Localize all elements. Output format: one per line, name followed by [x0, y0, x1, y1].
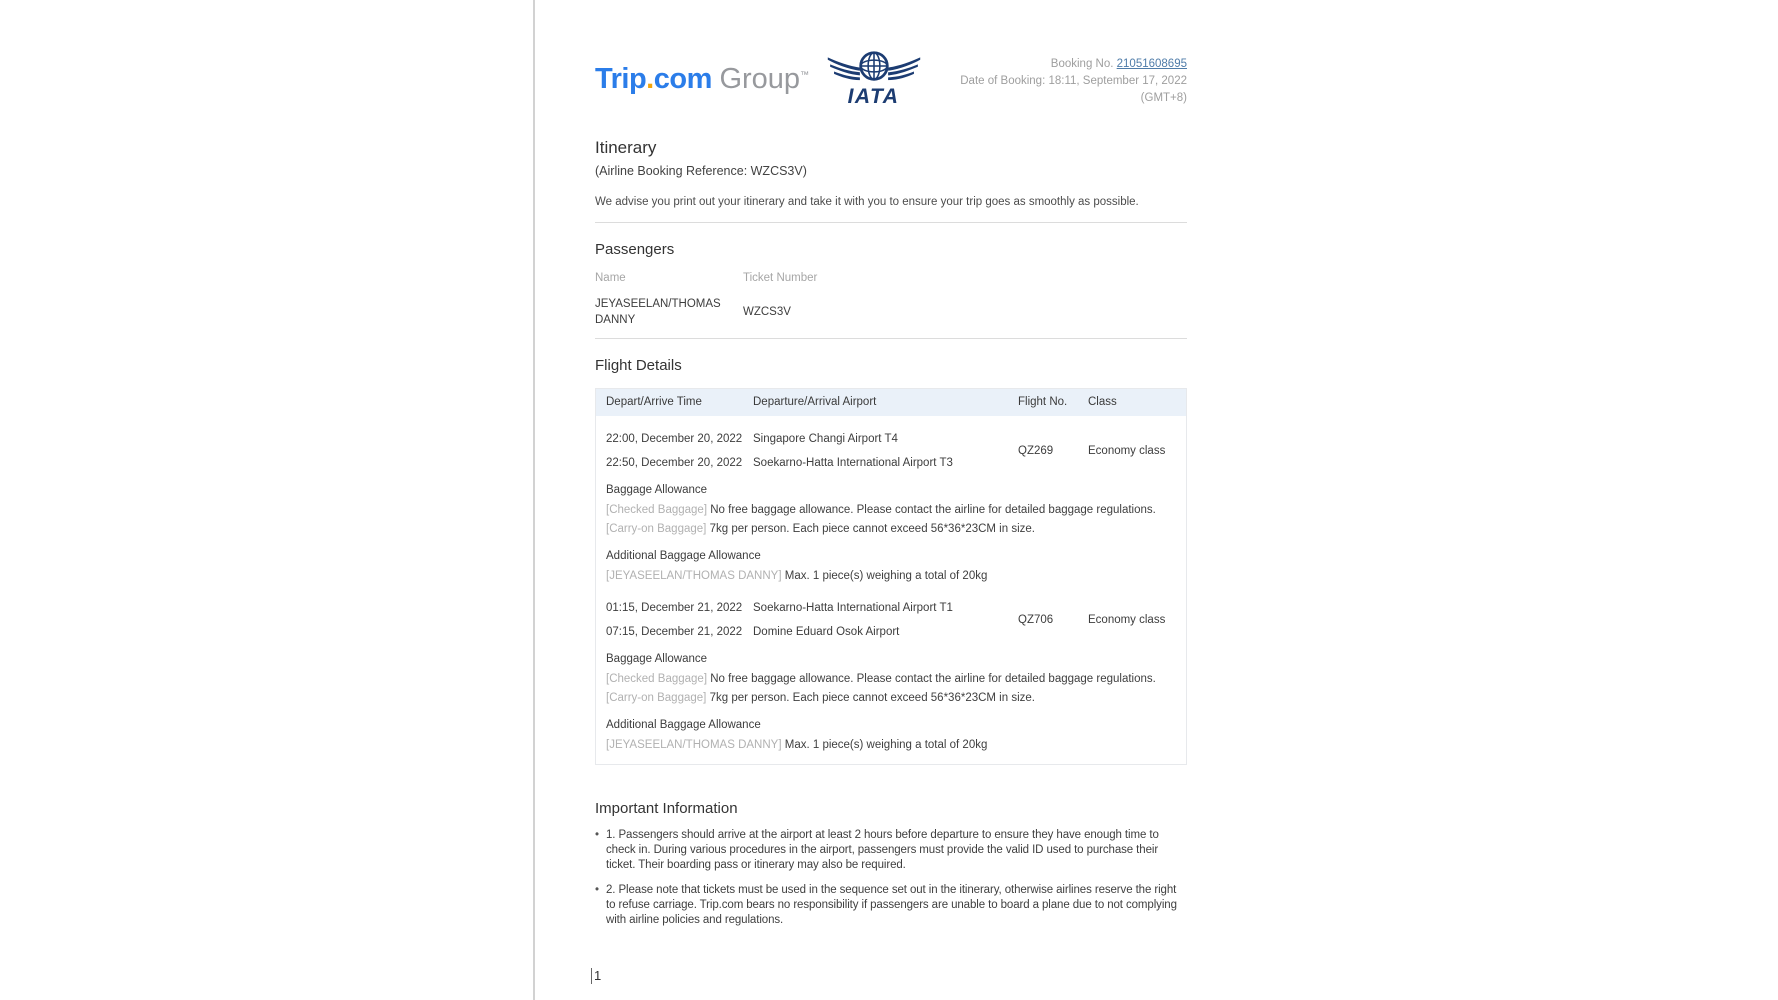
important-information-list	[595, 828, 1177, 928]
checked-baggage-label: [Checked Baggage]	[606, 673, 708, 685]
iata-logo	[827, 47, 921, 109]
date-of-booking: Date of Booking: 18:11, September 17, 2022 (GMT+8)	[960, 75, 1187, 104]
section-divider	[595, 222, 1187, 223]
iata-wings-globe-icon	[827, 47, 921, 85]
segment-times	[606, 600, 753, 641]
tripcom-group-logo	[595, 63, 809, 96]
important-information-heading: Important Information	[595, 800, 738, 817]
logo-group-word: Group	[719, 62, 801, 95]
flight-number: QZ269	[1018, 445, 1054, 457]
col-class: Class	[1088, 396, 1117, 408]
additional-baggage-heading: Additional Baggage Allowance	[606, 719, 761, 731]
col-departure-arrival-airport: Departure/Arrival Airport	[753, 396, 877, 408]
booking-no-label: Booking No.	[1050, 58, 1114, 70]
booking-no-link[interactable]: 21051608695	[1116, 58, 1187, 70]
passenger-column-headers	[595, 271, 1187, 286]
ticket-column-header: Ticket Number	[743, 272, 818, 284]
page-title: Itinerary	[595, 138, 657, 157]
itinerary-document	[595, 0, 1187, 1000]
flight-details-table	[595, 388, 1187, 765]
col-flight-no: Flight No.	[1018, 396, 1068, 408]
passenger-row	[595, 296, 1187, 328]
carryon-baggage-text: 7kg per person. Each piece cannot exceed 56*36*23CM in size.	[709, 692, 1035, 704]
ticket-number: WZCS3V	[743, 306, 791, 318]
carryon-baggage-line	[606, 690, 1176, 707]
checked-baggage-line	[606, 671, 1176, 688]
advice-text: We advise you print out your itinerary and take it with you to ensure your trip goes as smoothly as possible.	[595, 196, 1139, 208]
baggage-allowance-block	[596, 651, 1186, 754]
col-depart-arrive-time: Depart/Arrive Time	[606, 396, 702, 408]
arrive-time: 07:15, December 21, 2022	[606, 626, 743, 638]
additional-baggage-passenger-label: [JEYASEELAN/THOMAS DANNY]	[606, 570, 782, 582]
additional-baggage-line	[606, 568, 1176, 585]
additional-baggage-text: Max. 1 piece(s) weighing a total of 20kg	[784, 739, 988, 751]
depart-time: 22:00, December 20, 2022	[606, 433, 743, 445]
segment-airports	[753, 600, 1018, 641]
additional-baggage-passenger-label: [JEYASEELAN/THOMAS DANNY]	[606, 739, 782, 751]
carryon-baggage-text: 7kg per person. Each piece cannot exceed 56*36*23CM in size.	[709, 523, 1035, 535]
passengers-heading: Passengers	[595, 241, 675, 258]
passenger-name: JEYASEELAN/THOMAS DANNY	[595, 298, 721, 326]
logo-group	[595, 46, 921, 112]
flight-number: QZ706	[1018, 614, 1054, 626]
baggage-allowance-heading: Baggage Allowance	[606, 484, 708, 496]
carryon-baggage-line	[606, 521, 1176, 538]
flight-segment-row	[596, 600, 1186, 641]
booking-info	[921, 56, 1187, 107]
trademark-symbol: ™	[800, 68, 809, 79]
depart-airport: Singapore Changi Airport T4	[753, 433, 898, 445]
important-information-item: • 2. Please note that tickets must be used in the sequence set out in the itinerary, otherwise airlines reserve the right to refuse carriage. Trip.com bears no responsibility if passengers are unable to board a plane due to not complying with airline policies and regulations.	[595, 883, 1177, 928]
segment-airports	[753, 431, 1018, 472]
baggage-allowance-heading: Baggage Allowance	[606, 653, 708, 665]
flight-table-header	[596, 389, 1186, 416]
name-column-header: Name	[595, 272, 626, 284]
carryon-baggage-label: [Carry-on Baggage]	[606, 692, 707, 704]
additional-baggage-heading: Additional Baggage Allowance	[606, 550, 761, 562]
arrive-time: 22:50, December 20, 2022	[606, 457, 743, 469]
airline-booking-reference: (Airline Booking Reference: WZCS3V)	[595, 164, 807, 178]
baggage-allowance-block	[596, 482, 1186, 585]
section-divider	[595, 338, 1187, 339]
logo-com: com	[653, 62, 712, 95]
arrive-airport: Domine Eduard Osok Airport	[753, 626, 900, 638]
checked-baggage-text: No free baggage allowance. Please contact the airline for detailed baggage regulations.	[710, 504, 1156, 516]
additional-baggage-text: Max. 1 piece(s) weighing a total of 20kg	[784, 570, 988, 582]
logo-trip: Trip	[595, 62, 647, 95]
additional-baggage-line	[606, 737, 1176, 754]
logo-dot: .	[646, 62, 654, 95]
segment-times	[606, 431, 753, 472]
carryon-baggage-label: [Carry-on Baggage]	[606, 523, 707, 535]
checked-baggage-text: No free baggage allowance. Please contact the airline for detailed baggage regulations.	[710, 673, 1156, 685]
flight-details-heading: Flight Details	[595, 357, 682, 374]
important-information-item: • 1. Passengers should arrive at the airport at least 2 hours before departure to ensure they have enough time to check in. During various procedures in the airport, passengers must provide the valid ID used to purchase their ticket. Their boarding pass or itinerary may also be required.	[595, 828, 1177, 873]
checked-baggage-line	[606, 502, 1176, 519]
flight-segment-row	[596, 431, 1186, 472]
iata-wordmark: IATA	[847, 85, 900, 108]
page-number: 1	[591, 968, 601, 984]
cabin-class: Economy class	[1088, 445, 1166, 457]
cabin-class: Economy class	[1088, 614, 1166, 626]
booking-number-line	[921, 56, 1187, 73]
depart-time: 01:15, December 21, 2022	[606, 602, 743, 614]
arrive-airport: Soekarno-Hatta International Airport T3	[753, 457, 953, 469]
page-left-border	[533, 0, 535, 1000]
checked-baggage-label: [Checked Baggage]	[606, 504, 708, 516]
document-header	[595, 46, 1187, 112]
depart-airport: Soekarno-Hatta International Airport T1	[753, 602, 953, 614]
